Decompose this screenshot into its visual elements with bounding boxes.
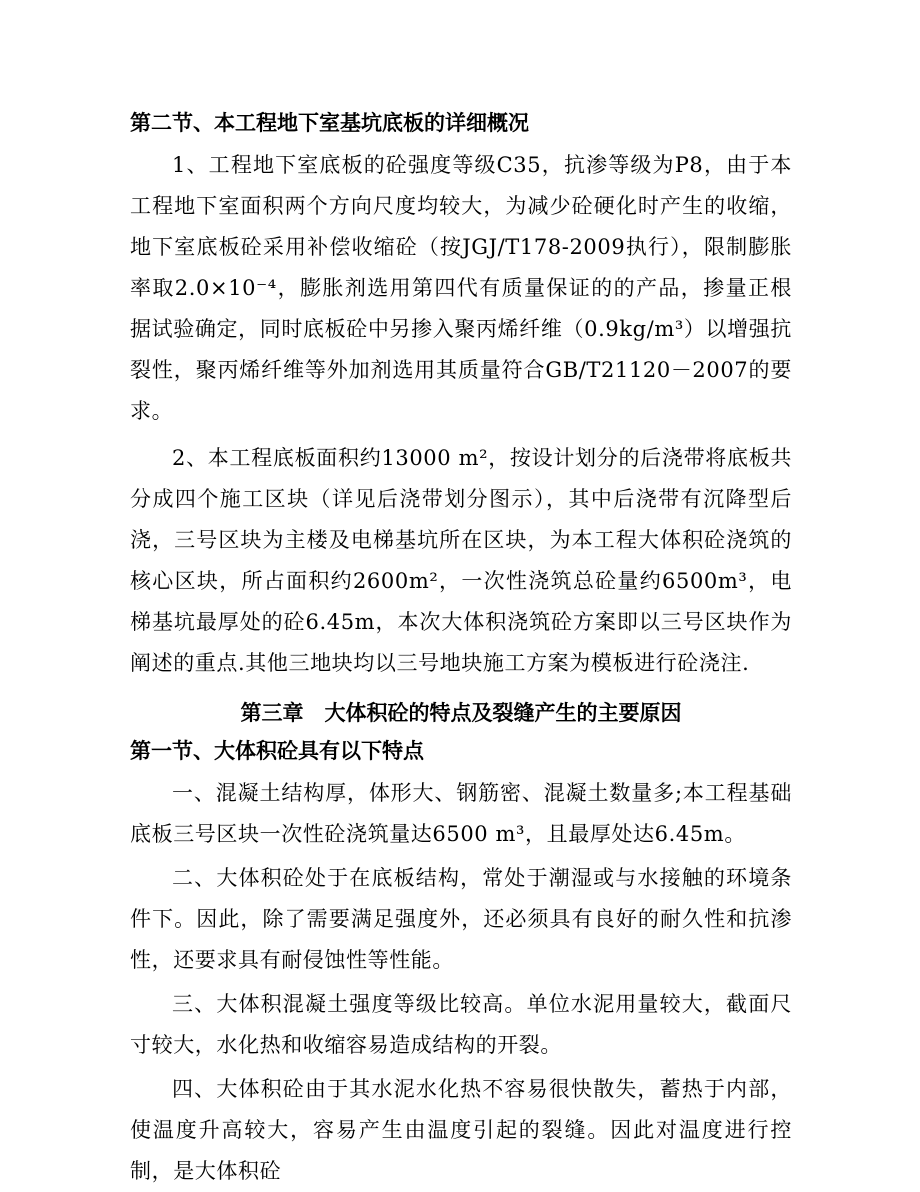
chapter-3-title: 第三章 大体积砼的特点及裂缝产生的主要原因	[240, 701, 682, 725]
section-1-paragraph-4: 四、大体积砼由于其水泥水化热不容易很快散失，蓄热于内部，使温度升高较大，容易产生由温度引起的裂缝。因此对温度进行控制，是大体积砼	[130, 1077, 792, 1183]
section-2-paragraph-2: 2、本工程底板面积约13000 m²，按设计划分的后浇带将底板共分成四个施工区块（详见后浇带划分图示），其中后浇带有沉降型后浇，三号区块为主楼及电梯基坑所在区块，为本工程大体积砼浇筑的核心区块，所占面积约2600m²，一次性浇筑总砼量约6500m³，电梯基坑最厚处的砼6.45m，本次大体积浇筑砼方案即以三号区块作为阐述的重点.其他三地块均以三号地块施工方案为模板进行砼浇注.	[130, 446, 792, 675]
section-2-title: 第二节、本工程地下室基坑底板的详细概况	[130, 111, 529, 135]
section-2-paragraph-1: 1、工程地下室底板的砼强度等级C35，抗渗等级为P8，由于本工程地下室面积两个方向尺度均较大，为减少砼硬化时产生的收缩，地下室底板砼采用补偿收缩砼（按JGJ/T178-2009执行），限制膨胀率取2.0×10⁻⁴，膨胀剂选用第四代有质量保证的的产品，掺量正根据试验确定，同时底板砼中另掺入聚丙烯纤维（0.9kg/m³）以增强抗裂性，聚丙烯纤维等外加剂选用其质量符合GB/T21120－2007的要求。	[130, 153, 792, 423]
section-1-paragraph-3: 三、大体积混凝土强度等级比较高。单位水泥用量较大，截面尺寸较大，水化热和收缩容易造成结构的开裂。	[130, 992, 792, 1057]
document-page	[130, 104, 792, 1192]
section-1-paragraph-2: 二、大体积砼处于在底板结构，常处于潮湿或与水接触的环境条件下。因此，除了需要满足强度外，还必须具有良好的耐久性和抗渗性，还要求具有耐侵蚀性等性能。	[130, 866, 792, 972]
section-1-paragraph-1: 一、混凝土结构厚，体形大、钢筋密、混凝土数量多;本工程基础底板三号区块一次性砼浇筑量达6500 m³，且最厚处达6.45m。	[130, 781, 792, 846]
section-1-title: 第一节、大体积砼具有以下特点	[130, 739, 424, 763]
